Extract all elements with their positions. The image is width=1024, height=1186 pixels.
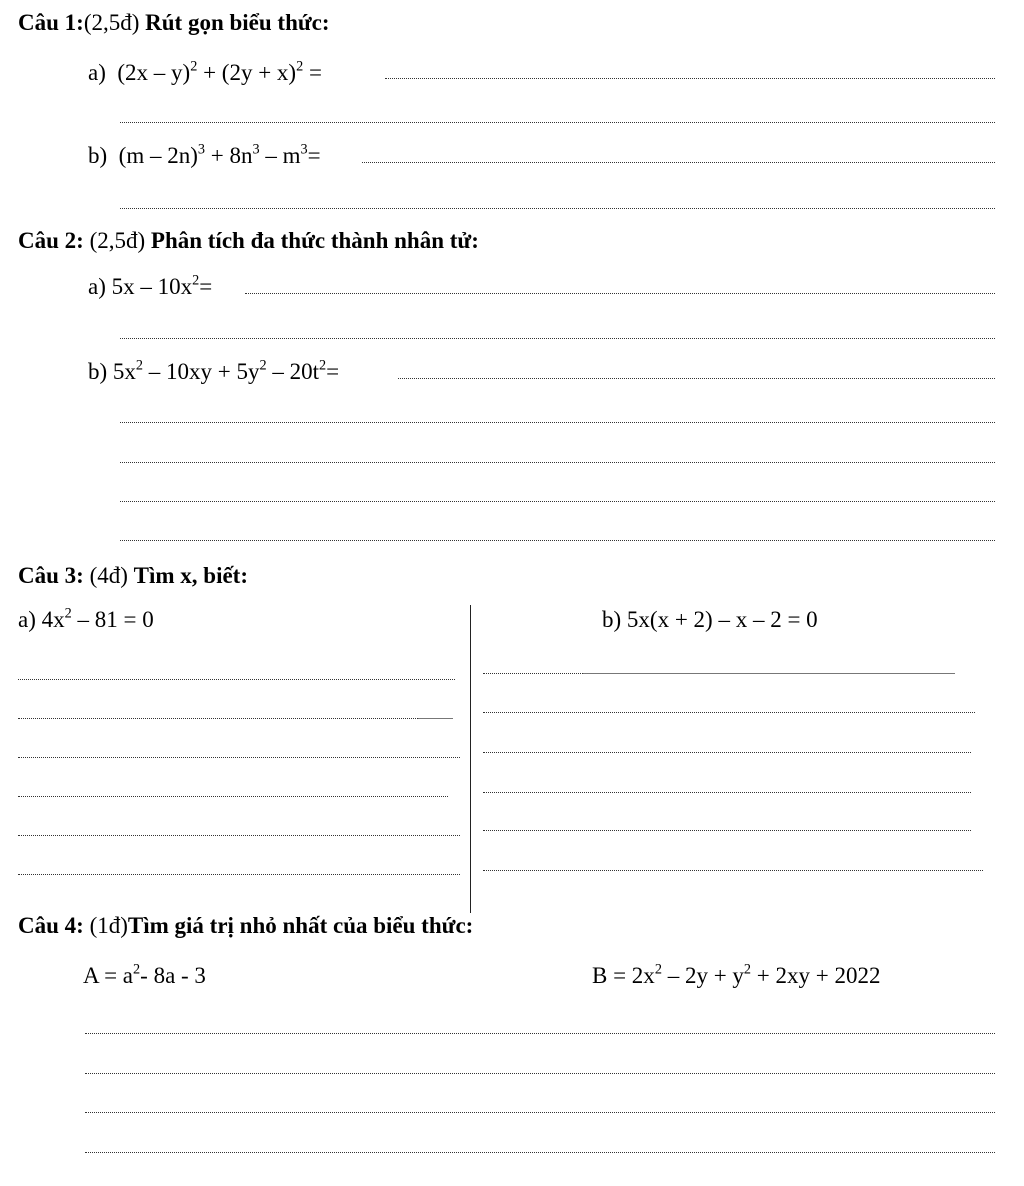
q4-title: Tìm giá trị nhỏ nhất của biểu thức:: [127, 913, 474, 938]
q4-A-exponent: 2: [133, 961, 141, 978]
q4-A-expr-part: - 8a - 3: [140, 963, 206, 988]
answer-line[interactable]: [85, 1073, 995, 1074]
answer-line[interactable]: [385, 78, 995, 79]
q3-heading: [18, 563, 248, 589]
q3-b-expr: 5x(x + 2) – x – 2 = 0: [626, 607, 818, 632]
q2-b-expr-part: – 20t: [266, 359, 320, 384]
answer-line[interactable]: [18, 757, 460, 758]
answer-line[interactable]: [120, 540, 995, 541]
answer-line[interactable]: [18, 835, 460, 836]
q2-b-expr-part: 5x: [112, 359, 136, 384]
answer-line[interactable]: [483, 870, 983, 871]
q1-a-expr-part: (2x – y): [117, 60, 191, 85]
answer-line[interactable]: [483, 830, 971, 831]
q1-heading: [18, 10, 330, 36]
q1-b-prefix: b): [88, 143, 108, 168]
q4-B-expr-part: B = 2x: [592, 963, 655, 988]
q2-label: Câu 2:: [18, 228, 84, 253]
q2-b: [88, 359, 339, 385]
answer-line[interactable]: [483, 712, 975, 713]
answer-line[interactable]: [398, 378, 995, 379]
q3-title: Tìm x, biết:: [133, 563, 248, 588]
answer-line[interactable]: [583, 673, 955, 674]
q2-a-exponent: 2: [192, 272, 200, 289]
answer-line[interactable]: [18, 874, 460, 875]
q3-b: [602, 607, 818, 633]
q4-heading: [18, 913, 473, 939]
q2-b-exponent: 2: [319, 357, 327, 374]
q2-a-expr-part: =: [199, 274, 213, 299]
answer-line[interactable]: [18, 796, 448, 797]
q3-a-expr-part: – 81 = 0: [71, 607, 154, 632]
q2-b-prefix: b): [88, 359, 108, 384]
q1-points: (2,5đ): [83, 10, 140, 35]
q2-heading: [18, 228, 479, 254]
q1-a-expr-part: + (2y + x): [197, 60, 297, 85]
q4-B-expr-part: + 2xy + 2022: [751, 963, 881, 988]
answer-line[interactable]: [85, 1112, 995, 1113]
q3-b-prefix: b): [602, 607, 622, 632]
q2-b-exponent: 2: [259, 357, 267, 374]
answer-line[interactable]: [418, 718, 453, 719]
answer-line[interactable]: [362, 162, 995, 163]
q4-A: [83, 963, 206, 989]
q1-b: [88, 143, 321, 169]
q4-B-exponent: 2: [654, 961, 662, 978]
column-divider: [470, 605, 471, 913]
q4-B-expr-part: – 2y + y: [661, 963, 744, 988]
q3-a-prefix: a): [18, 607, 36, 632]
answer-line[interactable]: [120, 422, 995, 423]
q4-points: (1đ): [89, 913, 128, 938]
q3-a-exponent: 2: [64, 605, 72, 622]
q2-b-expr-part: =: [326, 359, 340, 384]
q2-title: Phân tích đa thức thành nhân tử:: [150, 228, 479, 253]
answer-line[interactable]: [120, 338, 995, 339]
q2-b-expr-part: – 10xy + 5y: [143, 359, 260, 384]
q2-a-prefix: a): [88, 274, 106, 299]
q4-label: Câu 4:: [18, 913, 84, 938]
answer-line[interactable]: [245, 293, 995, 294]
q1-a-exponent: 2: [296, 58, 304, 75]
answer-line[interactable]: [483, 792, 971, 793]
q1-b-expr-part: (m – 2n): [118, 143, 198, 168]
q1-a-prefix: a): [88, 60, 106, 85]
answer-line[interactable]: [18, 718, 418, 719]
q1-b-expr-part: – m: [259, 143, 301, 168]
q1-b-expr-part: + 8n: [205, 143, 253, 168]
answer-line[interactable]: [120, 208, 995, 209]
q1-a: [88, 60, 322, 86]
answer-line[interactable]: [120, 501, 995, 502]
q1-b-exponent: 3: [300, 141, 308, 158]
q3-points: (4đ): [89, 563, 128, 588]
q1-title: Rút gọn biểu thức:: [145, 10, 330, 35]
q1-b-exponent: 3: [252, 141, 260, 158]
q1-a-expr-part: =: [303, 60, 322, 85]
q2-b-exponent: 2: [135, 357, 144, 374]
answer-line[interactable]: [483, 752, 971, 753]
q2-a-expr-part: 5x – 10x: [111, 274, 193, 299]
answer-line[interactable]: [85, 1152, 995, 1153]
q1-a-exponent: 2: [190, 58, 198, 75]
q4-A-expr-part: A = a: [83, 963, 134, 988]
q2-a: [88, 274, 212, 300]
q2-points: (2,5đ): [89, 228, 146, 253]
q3-a: [18, 607, 154, 633]
answer-line[interactable]: [18, 679, 455, 680]
answer-line[interactable]: [120, 462, 995, 463]
q1-label: Câu 1:: [18, 10, 84, 35]
answer-line[interactable]: [85, 1033, 995, 1034]
q1-b-expr-part: =: [307, 143, 321, 168]
answer-line[interactable]: [120, 122, 995, 123]
q4-B: [592, 963, 881, 989]
answer-line[interactable]: [483, 673, 583, 674]
q3-a-expr-part: 4x: [41, 607, 65, 632]
q1-b-exponent: 3: [197, 141, 206, 158]
q4-B-exponent: 2: [743, 961, 752, 978]
q3-label: Câu 3:: [18, 563, 84, 588]
